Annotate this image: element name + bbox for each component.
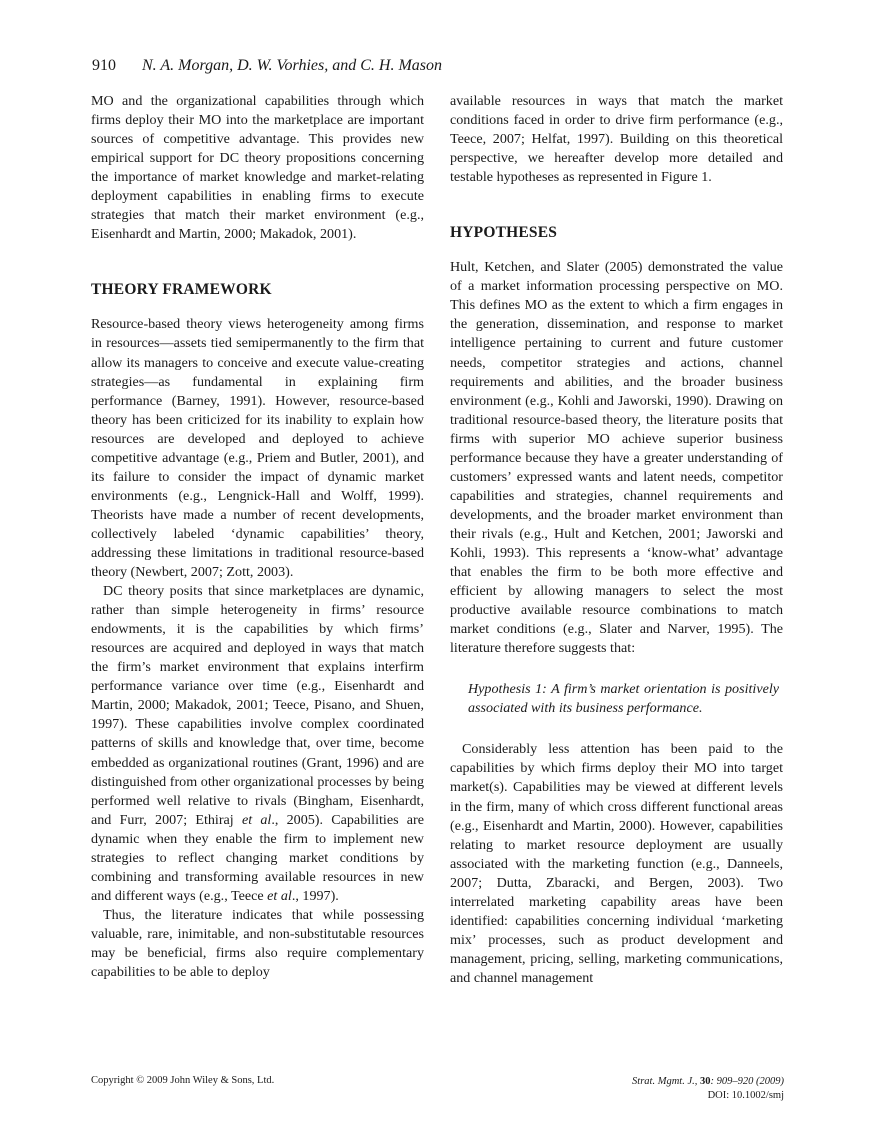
- theory-paragraph-1: Resource-based theory views heterogeneity among firms in resources—assets tied semipermanently to the firm that allow its managers to conceive and execute value-creating strategies—as fundamental in explaining firm performance (Barney, 1991). However, resource-based theory has been criticized for its inability to explain how resources are developed and deployed to achieve competitive advantage (e.g., Priem and Butler, 2001), and its failure to consider the impact of dynamic market environments (e.g., Lengnick-Hall and Wolff, 1999). Theorists have made a number of recent developments, collectively labeled ‘dynamic capabilities’ theory, addressing these limitations in traditional resource-based theory (Newbert, 2007; Zott, 2003).: [91, 316, 424, 581]
- running-header: [92, 57, 442, 75]
- section-heading-theory-framework: THEORY FRAMEWORK: [91, 281, 272, 299]
- journal-pages: : 909–920 (2009): [710, 1076, 784, 1087]
- running-authors: N. A. Morgan, D. W. Vorhies, and C. H. Mason: [142, 57, 443, 74]
- theory-paragraph-3: Thus, the literature indicates that while possessing valuable, rare, inimitable, and non-substitutable resources may be beneficial, firms also require complementary capabilities to be able to deploy: [91, 906, 424, 981]
- hypotheses-paragraph-2: Considerably less attention has been paid to the capabilities by which firms deploy their MO into target market(s). Capabilities may be viewed at different levels in the firm, many of which cross different functional areas (e.g., Eisenhardt and Martin, 2000). However, capabilities relating to market resource deployment are usually associated with the marketing function (e.g., Danneels, 2007; Dutta, Zbaracki, and Bergen, 2003). Two interrelated marketing capability areas have been identified: capabilities concerning individual ‘marketing mix’ processes, such as product development and management, pricing, selling, marketing communications, and channel management: [450, 741, 783, 986]
- journal-name: Strat. Mgmt. J.: [632, 1076, 695, 1087]
- right-column: [450, 92, 783, 988]
- theory-paragraph-2: DC theory posits that since marketplaces are dynamic, rather than simple heterogeneity in firms’ resource endowments, it is the capabilities by which firms’ resources are acquired and deployed in ways that match the firm’s market environment that explains interfirm performance variance over time (e.g., Eisenhardt and Martin, 2000; Makadok, 2001; Teece, Pisano, and Shuen, 1997). These capabilities involve complex coordinated patterns of skills and knowledge that, over time, become embedded as organizational routines (Grant, 1996) and are distinguished from other organizational processes by being performed well relative to rivals (Bingham, Eisenhardt, and Furr, 2007; Ethiraj et al., 2005). Capabilities are dynamic when they enable the firm to implement new strategies to reflect changing market conditions by combining and transforming available resources in new and different ways (e.g., Teece et al., 1997).: [91, 583, 424, 904]
- journal-citation: Strat. Mgmt. J., 30: 909–920 (2009) DOI: 10.1002/smj: [632, 1076, 784, 1101]
- copyright-notice: Copyright © 2009 John Wiley & Sons, Ltd.: [91, 1075, 275, 1086]
- hypothesis-1: Hypothesis 1: A firm’s market orientation is positively associated with its business performance.: [468, 681, 779, 717]
- section-heading-hypotheses: HYPOTHESES: [450, 224, 558, 242]
- page-number: 910: [92, 57, 116, 74]
- doi: DOI: 10.1002/smj: [707, 1090, 784, 1101]
- hypotheses-paragraph-1: Hult, Ketchen, and Slater (2005) demonstrated the value of a market information processing perspective on MO. This defines MO as the extent to which a firm engages in the generation, dissemination, and response to market intelligence pertaining to current and future customer needs, competitor strategies and actions, channel requirements and abilities, and the broader business environment (e.g., Kohli and Jaworski, 1990). Drawing on traditional resource-based theory, the literature posits that firms with superior MO achieve superior business performance because they have a greater understanding of customers’ expressed wants and latent needs, competitor capabilities and strategies, channel requirements and developments, and the broader market environment than their rivals (e.g., Hult and Ketchen, 2001; Jaworski and Kohli, 1993). This represents a ‘know-what’ advantage that enables the firm to be both more effective and efficient by allowing managers to select the most productive available resource combinations to match market conditions (e.g., Slater and Narver, 1995). The literature therefore suggests that:: [450, 259, 783, 657]
- journal-volume: 30: [700, 1076, 711, 1087]
- left-column: [91, 92, 424, 982]
- intro-paragraph: MO and the organizational capabilities through which firms deploy their MO into the marketplace are important sources of competitive advantage. This provides new empirical support for DC theory propositions concerning the importance of market knowledge and market-relating deployment capabilities in enabling firms to execute strategies that match their market environment (e.g., Eisenhardt and Martin, 2000; Makadok, 2001).: [91, 93, 424, 243]
- continued-paragraph: available resources in ways that match the market conditions faced in order to drive firm performance (e.g., Teece, 2007; Helfat, 1997). Building on this theoretical perspective, we hereafter develop more detailed and testable hypotheses as represented in Figure 1.: [450, 93, 783, 186]
